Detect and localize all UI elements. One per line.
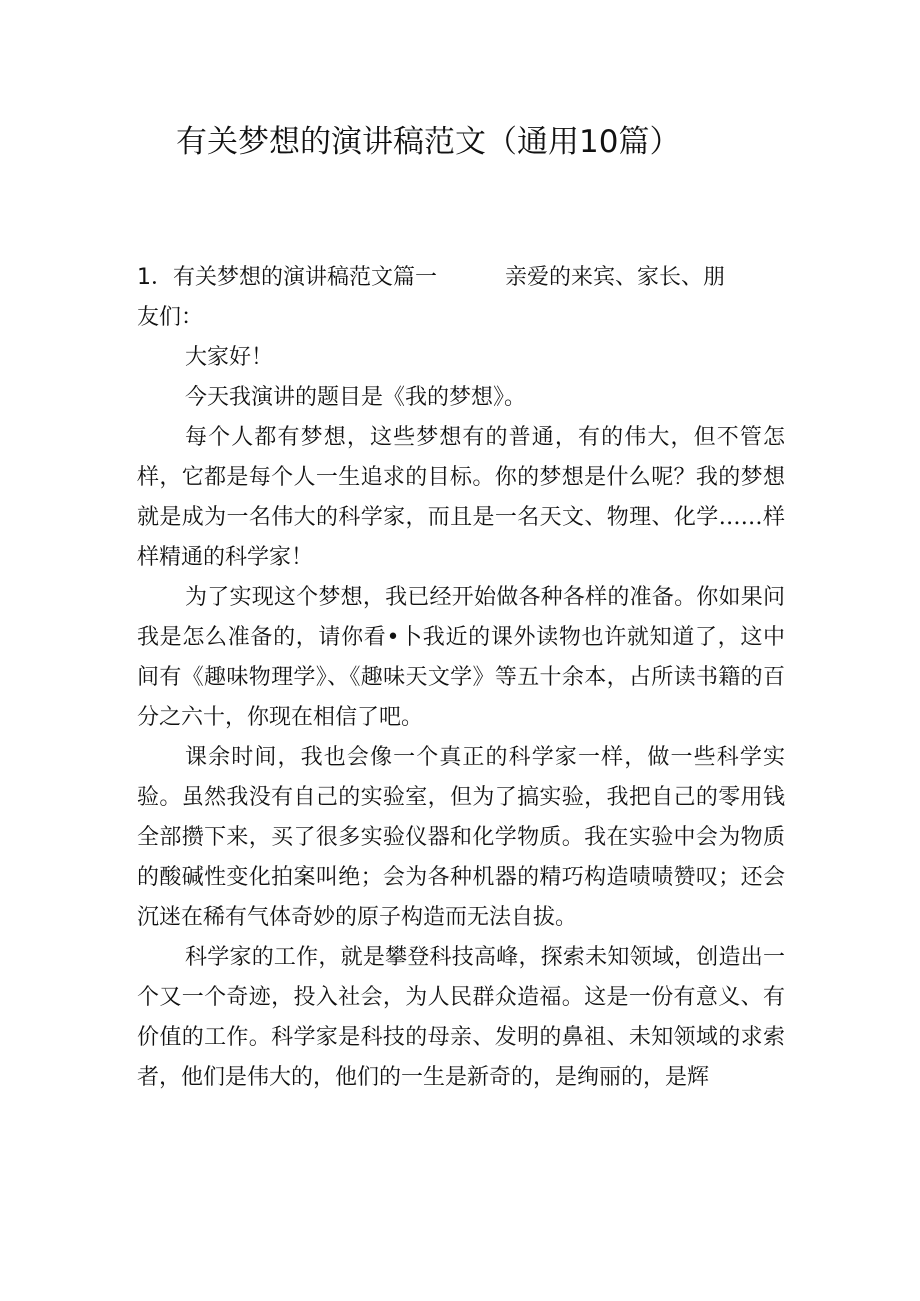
section-heading: 1．有关梦想的演讲稿范文篇一 [137,265,437,290]
paragraph-dream: 每个人都有梦想，这些梦想有的普通，有的伟大，但不管怎样，它都是每个人一生追求的目标。你的梦想是什么呢？我的梦想就是成为一名伟大的科学家，而且是一名天文、物理、化学……样样精通的科学家！ [137,425,785,570]
paragraph-topic: 今天我演讲的题目是《我的梦想》。 [185,385,527,410]
document-body [137,258,785,1098]
paragraph-preparation: 为了实现这个梦想，我已经开始做各种各样的准备。你如果问我是怎么准备的，请你看•卜我近的课外读物也许就知道了，这中间有《趣味物理学》、《趣味天文学》等五十余本，占所读书籍的百分之六十，你现在相信了吧。 [137,585,785,730]
section-heading-line [137,258,785,298]
paragraph-scientist-work: 科学家的工作，就是攀登科技高峰，探索未知领域，创造出一个又一个奇迹，投入社会，为人民群众造福。这是一份有意义、有价值的工作。科学家是科技的母亲、发明的鼻祖、未知领域的求索者，他们是伟大的，他们的一生是新奇的，是绚丽的，是辉 [137,945,785,1090]
salutation-start: 亲爱的来宾、家长、朋 [505,265,726,290]
paragraph-greeting: 大家好！ [185,345,274,370]
document-title: 有关梦想的演讲稿范文（通用10篇） [176,124,681,160]
paragraph-experiments: 课余时间，我也会像一个真正的科学家一样，做一些科学实验。虽然我没有自己的实验室，但为了搞实验，我把自己的零用钱全部攒下来，买了很多实验仪器和化学物质。我在实验中会为物质的酸碱性变化拍案叫绝；会为各种机器的精巧构造啧啧赞叹；还会沉迷在稀有气体奇妙的原子构造而无法自拔。 [137,745,785,930]
salutation-end: 友们： [137,305,204,330]
